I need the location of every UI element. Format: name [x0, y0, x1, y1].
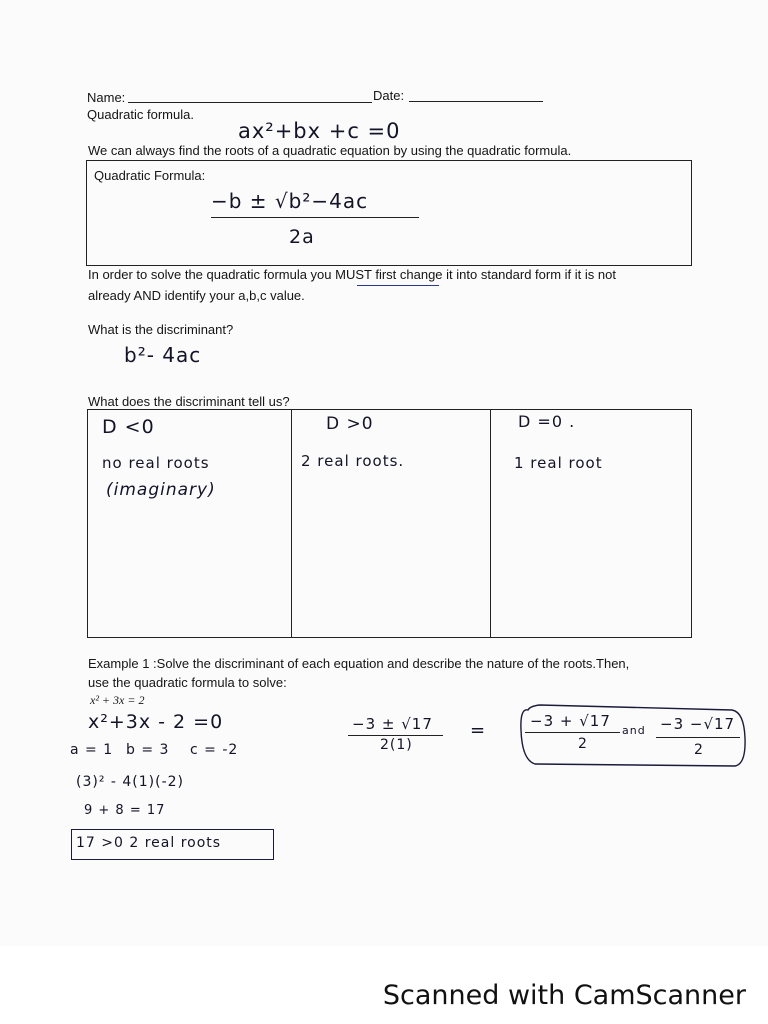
- discriminant-answer: b²- 4ac: [124, 343, 202, 367]
- example-prompt-line-1: Example 1 :Solve the discriminant of each equation and describe the nature of the roots.Then,: [88, 656, 630, 671]
- note-d-less-zero: (imaginary): [106, 480, 216, 500]
- formula-denominator: 2a: [289, 226, 315, 248]
- condition-d-greater-zero: D >0: [326, 414, 374, 434]
- standard-form-handwritten: ax²+bx +c =0: [238, 119, 401, 143]
- formula-label: Quadratic Formula:: [94, 168, 206, 183]
- instruction-line-1: In order to solve the quadratic formula you MUST first change it into standard form if it is not: [88, 267, 616, 282]
- instruction-line-2: already AND identify your a,b,c value.: [88, 288, 305, 303]
- work-standard-form: x²+3x - 2 =0: [88, 711, 224, 733]
- meaning-d-equals-zero: 1 real root: [514, 454, 603, 472]
- condition-d-less-zero: D <0: [102, 416, 155, 438]
- name-label: Name:: [87, 90, 126, 105]
- work-b: b = 3: [126, 742, 170, 758]
- subtitle: Quadratic formula.: [87, 107, 194, 122]
- intro-text: We can always find the roots of a quadratic equation by using the quadratic formula.: [88, 143, 572, 158]
- root-1-denominator: 2: [578, 736, 588, 752]
- discriminant-question: What is the discriminant?: [88, 322, 234, 337]
- scanner-watermark: Scanned with CamScanner: [382, 980, 746, 1011]
- date-label: Date:: [373, 88, 405, 103]
- root-2-denominator: 2: [694, 742, 704, 758]
- condition-d-equals-zero: D =0 .: [518, 412, 576, 431]
- work-a: a = 1: [70, 742, 114, 758]
- answer-circle: [521, 705, 745, 766]
- work-substitution: (3)² - 4(1)(-2): [76, 774, 185, 790]
- work-sum: 9 + 8 = 17: [84, 803, 166, 818]
- discriminant-tell-question: What does the discriminant tell us?: [88, 394, 290, 409]
- work-c: c = -2: [190, 742, 239, 758]
- work-equals: =: [470, 720, 487, 741]
- example-prompt-line-2: use the quadratic formula to solve:: [88, 675, 287, 690]
- example-equation: x² + 3x = 2: [90, 693, 145, 707]
- work-conclusion: 17 >0 2 real roots: [76, 835, 222, 851]
- meaning-d-greater-zero: 2 real roots.: [301, 452, 405, 470]
- and-word: and: [622, 724, 646, 737]
- formula-numerator: −b ± √b²−4ac: [211, 189, 369, 213]
- work-formula-denominator: 2(1): [380, 737, 413, 753]
- root-1-numerator: −3 + √17: [530, 712, 611, 730]
- root-2-numerator: −3 −√17: [660, 715, 736, 733]
- meaning-d-less-zero: no real roots: [102, 454, 210, 472]
- work-formula-numerator: −3 ± √17: [352, 715, 433, 733]
